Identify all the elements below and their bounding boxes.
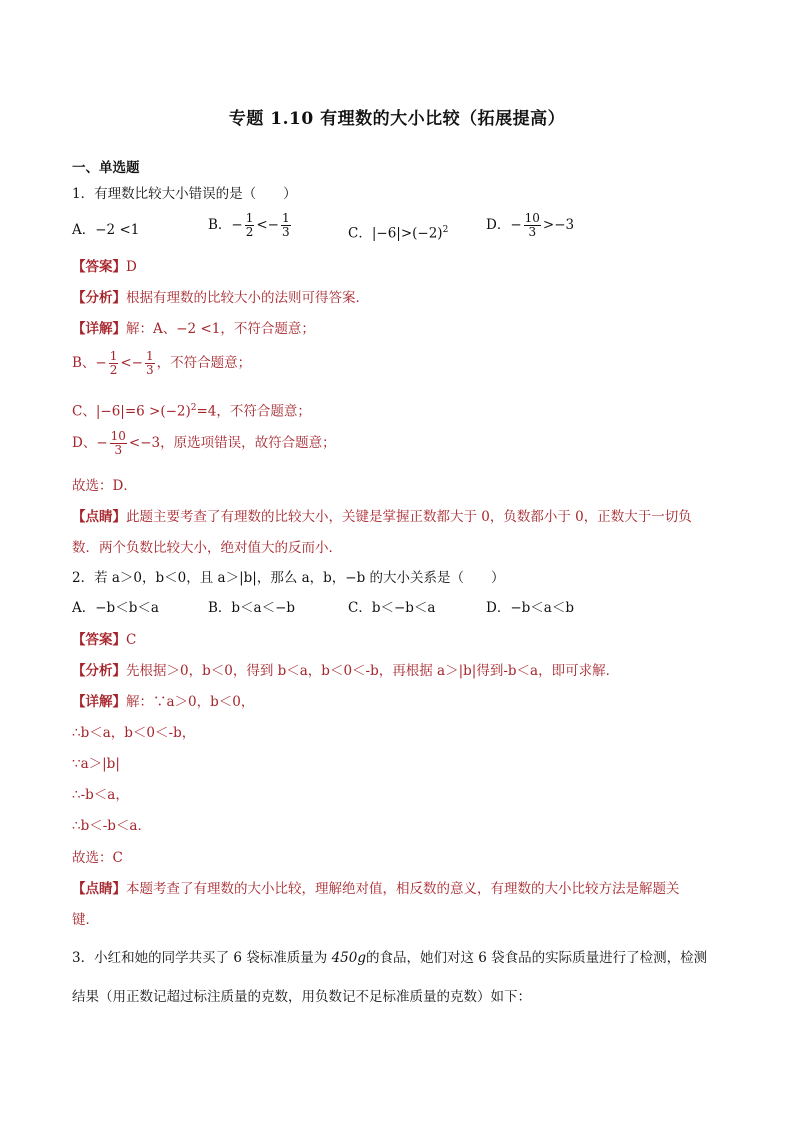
q1-analysis: 【分析】根据有理数的比较大小的法则可得答案．: [72, 290, 369, 306]
q2-option-c: C．b＜−b＜a: [348, 600, 436, 616]
q1-detail-1: 【详解】解：A、−2 <1，不符合题意；: [72, 321, 315, 337]
q1-stem: 1．有理数比较大小错误的是（ ）: [72, 186, 297, 202]
fraction: $\frac{1}{3}$: [146, 349, 154, 377]
fraction: $\frac{10}{3}$: [524, 211, 540, 239]
q1-option-a: A．−2 <1: [72, 222, 140, 238]
q2-option-a: A．−b＜b＜a: [72, 600, 159, 616]
q3-quantity: 450g: [331, 950, 366, 966]
q1-option-b-label: B．: [208, 217, 232, 233]
section-heading: 一、单选题: [72, 160, 140, 176]
q1-option-d: D．− $\frac{10}{3}$ >−3: [486, 211, 575, 239]
q1-detail-3: C、$|-6|=6 >(-2)^2=4$，不符合题意；: [72, 403, 311, 420]
q3-stem-2: 结果（用正数记超过标注质量的克数，用负数记不足标准质量的克数）如下：: [72, 989, 531, 1005]
q2-detail-3: ∵a＞|b|: [72, 756, 120, 772]
q1-option-b: B．− $\frac{1}{2}$ <− $\frac{1}{3}$: [208, 211, 290, 239]
q2-option-b: B．b＜a＜−b: [208, 600, 296, 616]
fraction: $\frac{1}{2}$: [245, 211, 254, 239]
q1-option-c: C．$|-6|>(-2)^2$: [348, 225, 449, 242]
page-title: 专题 1.10 有理数的大小比较（拓展提高）: [228, 109, 566, 129]
q1-detail-4: D、− $\frac{10}{3}$ <−3，原选项错误，故符合题意；: [72, 429, 336, 457]
q2-choose: 故选：C: [72, 850, 123, 866]
q2-detail-1: 【详解】解：∵a＞0，b＜0，: [72, 694, 255, 710]
q2-option-d: D．−b＜a＜b: [486, 600, 574, 616]
q2-detail-5: ∴b＜-b＜a．: [72, 818, 151, 834]
q2-answer: 【答案】C: [72, 632, 137, 648]
q1-answer: 【答案】D: [72, 259, 137, 275]
q2-analysis: 【分析】先根据＞0，b＜0，得到 b＜a，b＜0＜-b，再根据 a＞|b|得到-b＜a，即可求解．: [72, 663, 620, 679]
q1-comment-1: 【点睛】此题主要考查了有理数的比较大小，关键是掌握正数都大于 0，负数都小于 0，正数大于一切负: [72, 509, 692, 525]
fraction: $\frac{1}{3}$: [282, 211, 290, 239]
q2-detail-2: ∴b＜a，b＜0＜-b，: [72, 725, 196, 741]
q1-choose: 故选：D．: [72, 478, 137, 494]
q2-detail-4: ∴-b＜a，: [72, 787, 129, 803]
q2-comment-1: 【点睛】本题考查了有理数的大小比较，理解绝对值，相反数的意义，有理数的大小比较方法是解题关: [72, 881, 680, 897]
q1-detail-2: B、− $\frac{1}{2}$ <− $\frac{1}{3}$ ，不符合题意；: [72, 349, 252, 377]
fraction: $\frac{10}{3}$: [110, 429, 126, 457]
q3-stem-1: 3．小红和她的同学共买了 6 袋标准质量为 450g的食品，她们对这 6 袋食品的实际质量进行了检测，检测: [72, 950, 708, 966]
q2-comment-2: 键．: [72, 912, 99, 928]
fraction: $\frac{1}{2}$: [109, 349, 118, 377]
q2-stem: 2．若 a＞0，b＜0，且 a＞|b|，那么 a，b，−b 的大小关系是（ ）: [72, 570, 505, 586]
q1-comment-2: 数．两个负数比较大小，绝对值大的反而小．: [72, 540, 342, 556]
